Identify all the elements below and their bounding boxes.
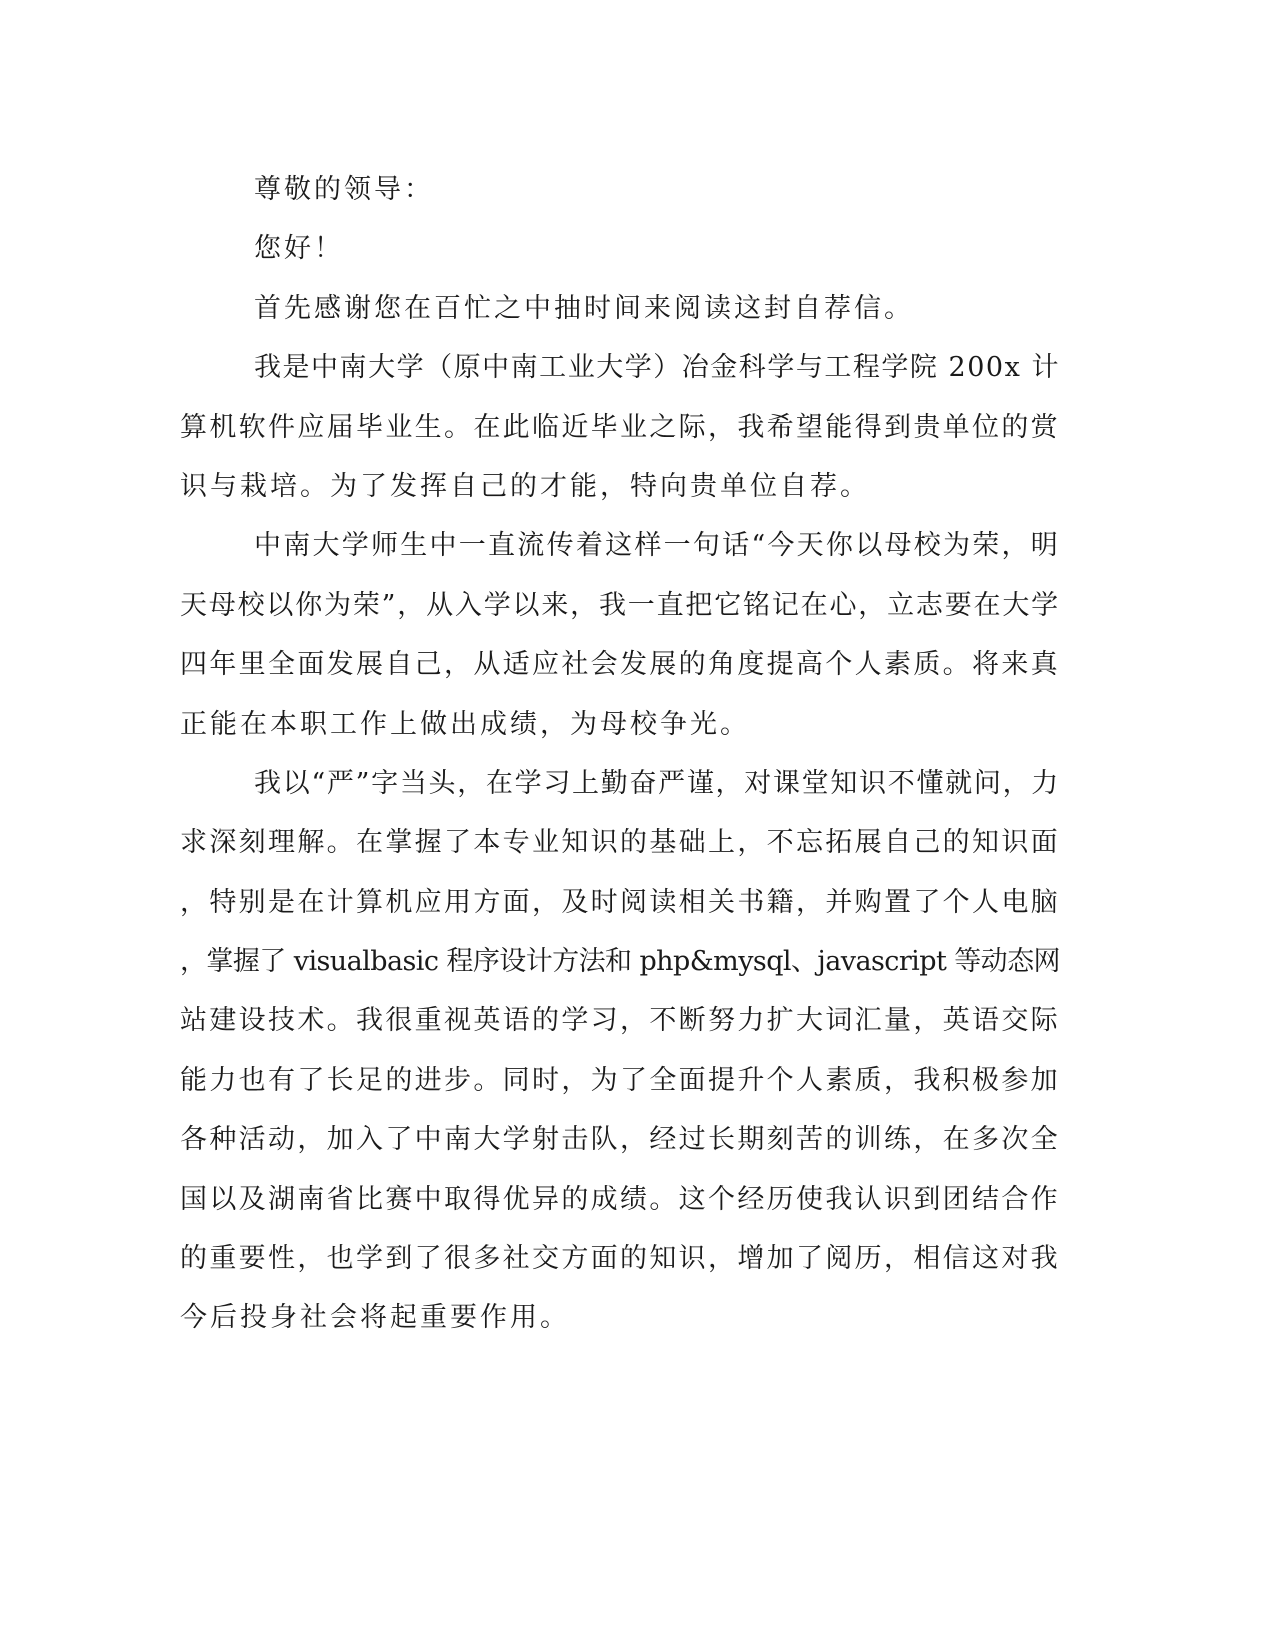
- letter-body: [180, 160, 1060, 1348]
- text-line: 首先感谢您在百忙之中抽时间来阅读这封自荐信。: [254, 292, 914, 324]
- text-line: 正能在本职工作上做出成绩，为母校争光。: [180, 708, 750, 740]
- text-line: 求深刻理解。在掌握了本专业知识的基础上，不忘拓展自己的知识面: [180, 827, 1060, 859]
- text-line: 的重要性，也学到了很多社交方面的知识，增加了阅历，相信这对我: [180, 1243, 1060, 1275]
- text-line: ，特别是在计算机应用方面，及时阅读相关书籍，并购置了个人电脑: [180, 886, 1060, 918]
- text-line: 我是中南大学（原中南工业大学）冶金科学与工程学院 200x 计: [254, 352, 1060, 384]
- text-line: 算机软件应届毕业生。在此临近毕业之际，我希望能得到贵单位的赏: [180, 411, 1060, 443]
- text-line: 站建设技术。我很重视英语的学习，不断努力扩大词汇量，英语交际: [180, 1005, 1060, 1037]
- text-line: 我以“严”字当头，在学习上勤奋严谨，对课堂知识不懂就问，力: [254, 767, 1060, 799]
- text-line: 各种活动，加入了中南大学射击队，经过长期刻苦的训练，在多次全: [180, 1124, 1060, 1156]
- text-line: 天母校以你为荣”，从入学以来，我一直把它铭记在心，立志要在大学: [180, 589, 1060, 621]
- text-line: ，掌握了 visualbasic 程序设计方法和 php&mysql、javascript 等动态网: [180, 946, 1060, 978]
- text-line: 您好！: [254, 233, 344, 265]
- text-line: 能力也有了长足的进步。同时，为了全面提升个人素质，我积极参加: [180, 1064, 1060, 1096]
- text-line: 识与栽培。为了发挥自己的才能，特向贵单位自荐。: [180, 470, 870, 502]
- text-line: 尊敬的领导：: [254, 174, 434, 205]
- text-line: 今后投身社会将起重要作用。: [180, 1302, 570, 1334]
- text-line: 四年里全面发展自己，从适应社会发展的角度提高个人素质。将来真: [180, 649, 1060, 681]
- text-line: 国以及湖南省比赛中取得优异的成绩。这个经历使我认识到团结合作: [180, 1183, 1060, 1215]
- text-line: 中南大学师生中一直流传着这样一句话“今天你以母校为荣，明: [254, 530, 1060, 562]
